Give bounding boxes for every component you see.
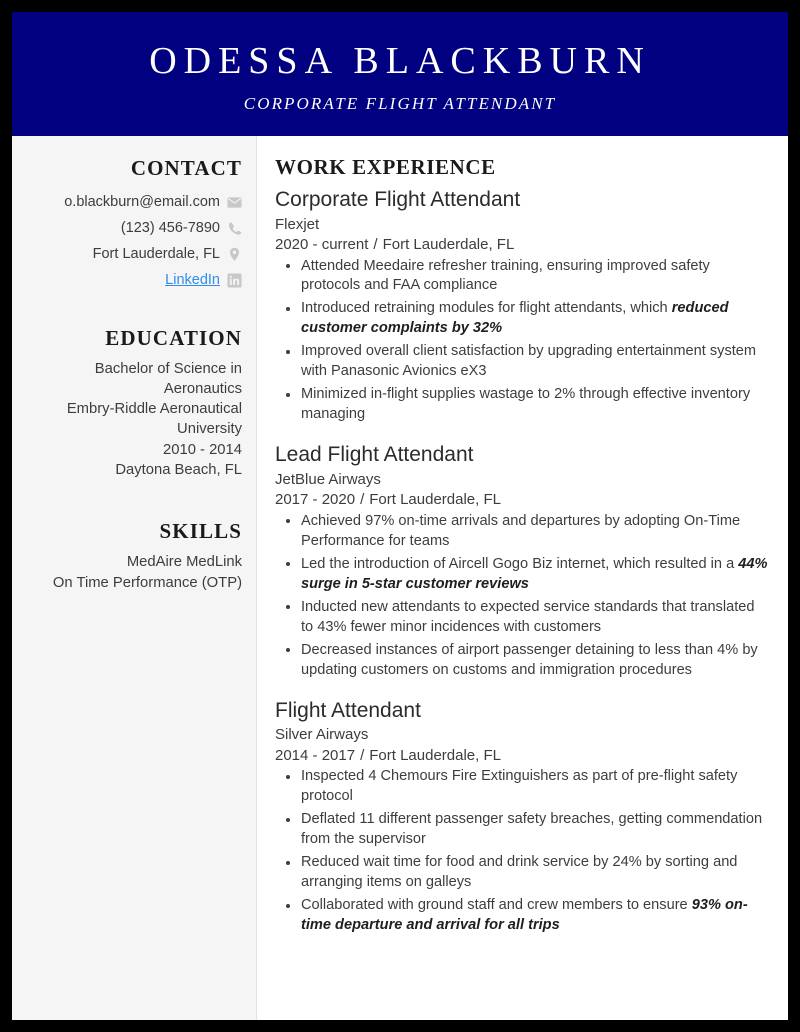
job-title: Lead Flight Attendant (275, 443, 474, 467)
job-bullet (275, 555, 770, 595)
bullet-text: Minimized in-flight supplies wastage to 2% through effective inventory managing (301, 386, 751, 423)
job-meta (275, 235, 770, 256)
bullet-text: Reduced wait time for food and drink service by 24% by sorting and arranging items on galleys (301, 854, 738, 891)
bullet-text: Achieved 97% on-time arrivals and departures by adopting On-Time Performance for teams (301, 512, 741, 549)
education-dates: 2010 - 2014 (163, 441, 242, 458)
education-degree: Bachelor of Science in Aeronautics (94, 361, 242, 397)
education-school: Embry-Riddle Aeronautical University (66, 401, 242, 438)
job-meta (275, 490, 770, 511)
contact-email-text: o.blackburn@email.com (64, 194, 220, 211)
skills-section-heading: SKILLS (159, 519, 242, 544)
resume-page (12, 12, 788, 1020)
job-entry (275, 697, 770, 936)
contact-location-text: Fort Lauderdale, FL (92, 246, 220, 263)
job-location: Fort Lauderdale, FL (382, 235, 515, 253)
bullet-text: Decreased instances of airport passenger detaining to less than 4% by updating customers on customs and immigration procedures (301, 641, 758, 678)
job-title: Corporate Flight Attendant (275, 188, 521, 211)
job-bullet (275, 299, 770, 339)
bullet-emphasis: 93% on-time departure and arrival for all trips (301, 897, 748, 934)
linkedin-link[interactable]: LinkedIn (165, 272, 220, 289)
contact-list (22, 191, 242, 292)
job-bullet (275, 853, 770, 893)
main-content (257, 136, 788, 1020)
job-location: Fort Lauderdale, FL (369, 746, 501, 764)
job-bullet (275, 767, 770, 807)
skill-item: MedAire MedLink (126, 554, 242, 571)
skill-item: On Time Performance (OTP) (52, 574, 242, 591)
bullet-emphasis: reduced customer complaints by 32% (301, 300, 729, 337)
job-meta-separator: / (360, 491, 365, 509)
job-company: Silver Airways (275, 726, 369, 744)
page-title: ODESSA BLACKBURN (149, 40, 651, 83)
job-meta-separator: / (373, 235, 378, 253)
job-bullet-list (275, 512, 770, 681)
job-bullet-list (275, 257, 770, 426)
job-meta-separator: / (360, 746, 365, 764)
job-bullet-list (275, 767, 770, 936)
job-bullet (275, 342, 770, 382)
contact-item-linkedin[interactable] (22, 269, 242, 292)
bullet-text: Inducted new attendants to expected service standards that translated to 43% fewer minor incidences with customers (301, 598, 755, 635)
location-pin-icon (227, 247, 242, 262)
job-bullet (275, 257, 770, 297)
bullet-text: Attended Meedaire refresher training, ensuring improved safety protocols and FAA compliance (301, 257, 710, 294)
job-entry (275, 186, 770, 425)
job-entry (275, 441, 770, 680)
job-bullet (275, 641, 770, 681)
resume-header (12, 12, 788, 136)
job-bullet (275, 896, 770, 936)
job-dates: 2014 - 2017 (275, 746, 356, 764)
linkedin-icon (227, 273, 242, 288)
bullet-text: Inspected 4 Chemours Fire Extinguishers as part of pre-flight safety protocol (301, 768, 738, 805)
bullet-text: Introduced retraining modules for flight attendants, which (301, 300, 672, 317)
contact-section-heading: CONTACT (130, 156, 242, 180)
bullet-text: Improved overall client satisfaction by upgrading entertainment system with Panasonic Avionics eX3 (301, 343, 757, 380)
job-meta (275, 746, 770, 767)
education-location: Daytona Beach, FL (115, 462, 242, 479)
bullet-text: Led the introduction of Aircell Gogo Biz internet, which resulted in a (301, 555, 739, 572)
education-block (22, 360, 242, 481)
education-section-heading: EDUCATION (105, 326, 242, 350)
header-subtitle: CORPORATE FLIGHT ATTENDANT (243, 93, 557, 113)
envelope-icon (227, 195, 242, 210)
job-bullet (275, 810, 770, 850)
sidebar (12, 136, 257, 1020)
job-bullet (275, 598, 770, 638)
contact-item-location (22, 243, 242, 266)
work-experience-heading: WORK EXPERIENCE (275, 155, 496, 179)
job-bullet (275, 512, 770, 552)
job-company: JetBlue Airways (275, 471, 381, 489)
resume-body (12, 136, 788, 1020)
job-bullet (275, 385, 770, 425)
contact-phone-text: (123) 456-7890 (120, 220, 220, 237)
job-title: Flight Attendant (275, 698, 421, 722)
job-dates: 2017 - 2020 (275, 491, 356, 509)
job-dates: 2020 - current (275, 235, 369, 253)
phone-icon (227, 221, 242, 236)
bullet-text: Deflated 11 different passenger safety breaches, getting commendation from the supervisor (301, 811, 763, 848)
job-company: Flexjet (275, 215, 320, 233)
job-location: Fort Lauderdale, FL (369, 491, 501, 509)
bullet-text: Collaborated with ground staff and crew members to ensure (301, 897, 692, 914)
contact-item-phone (22, 217, 242, 240)
contact-item-email (22, 191, 242, 214)
skills-list (22, 553, 242, 593)
bullet-emphasis: 44% surge in 5-star customer reviews (301, 555, 768, 592)
